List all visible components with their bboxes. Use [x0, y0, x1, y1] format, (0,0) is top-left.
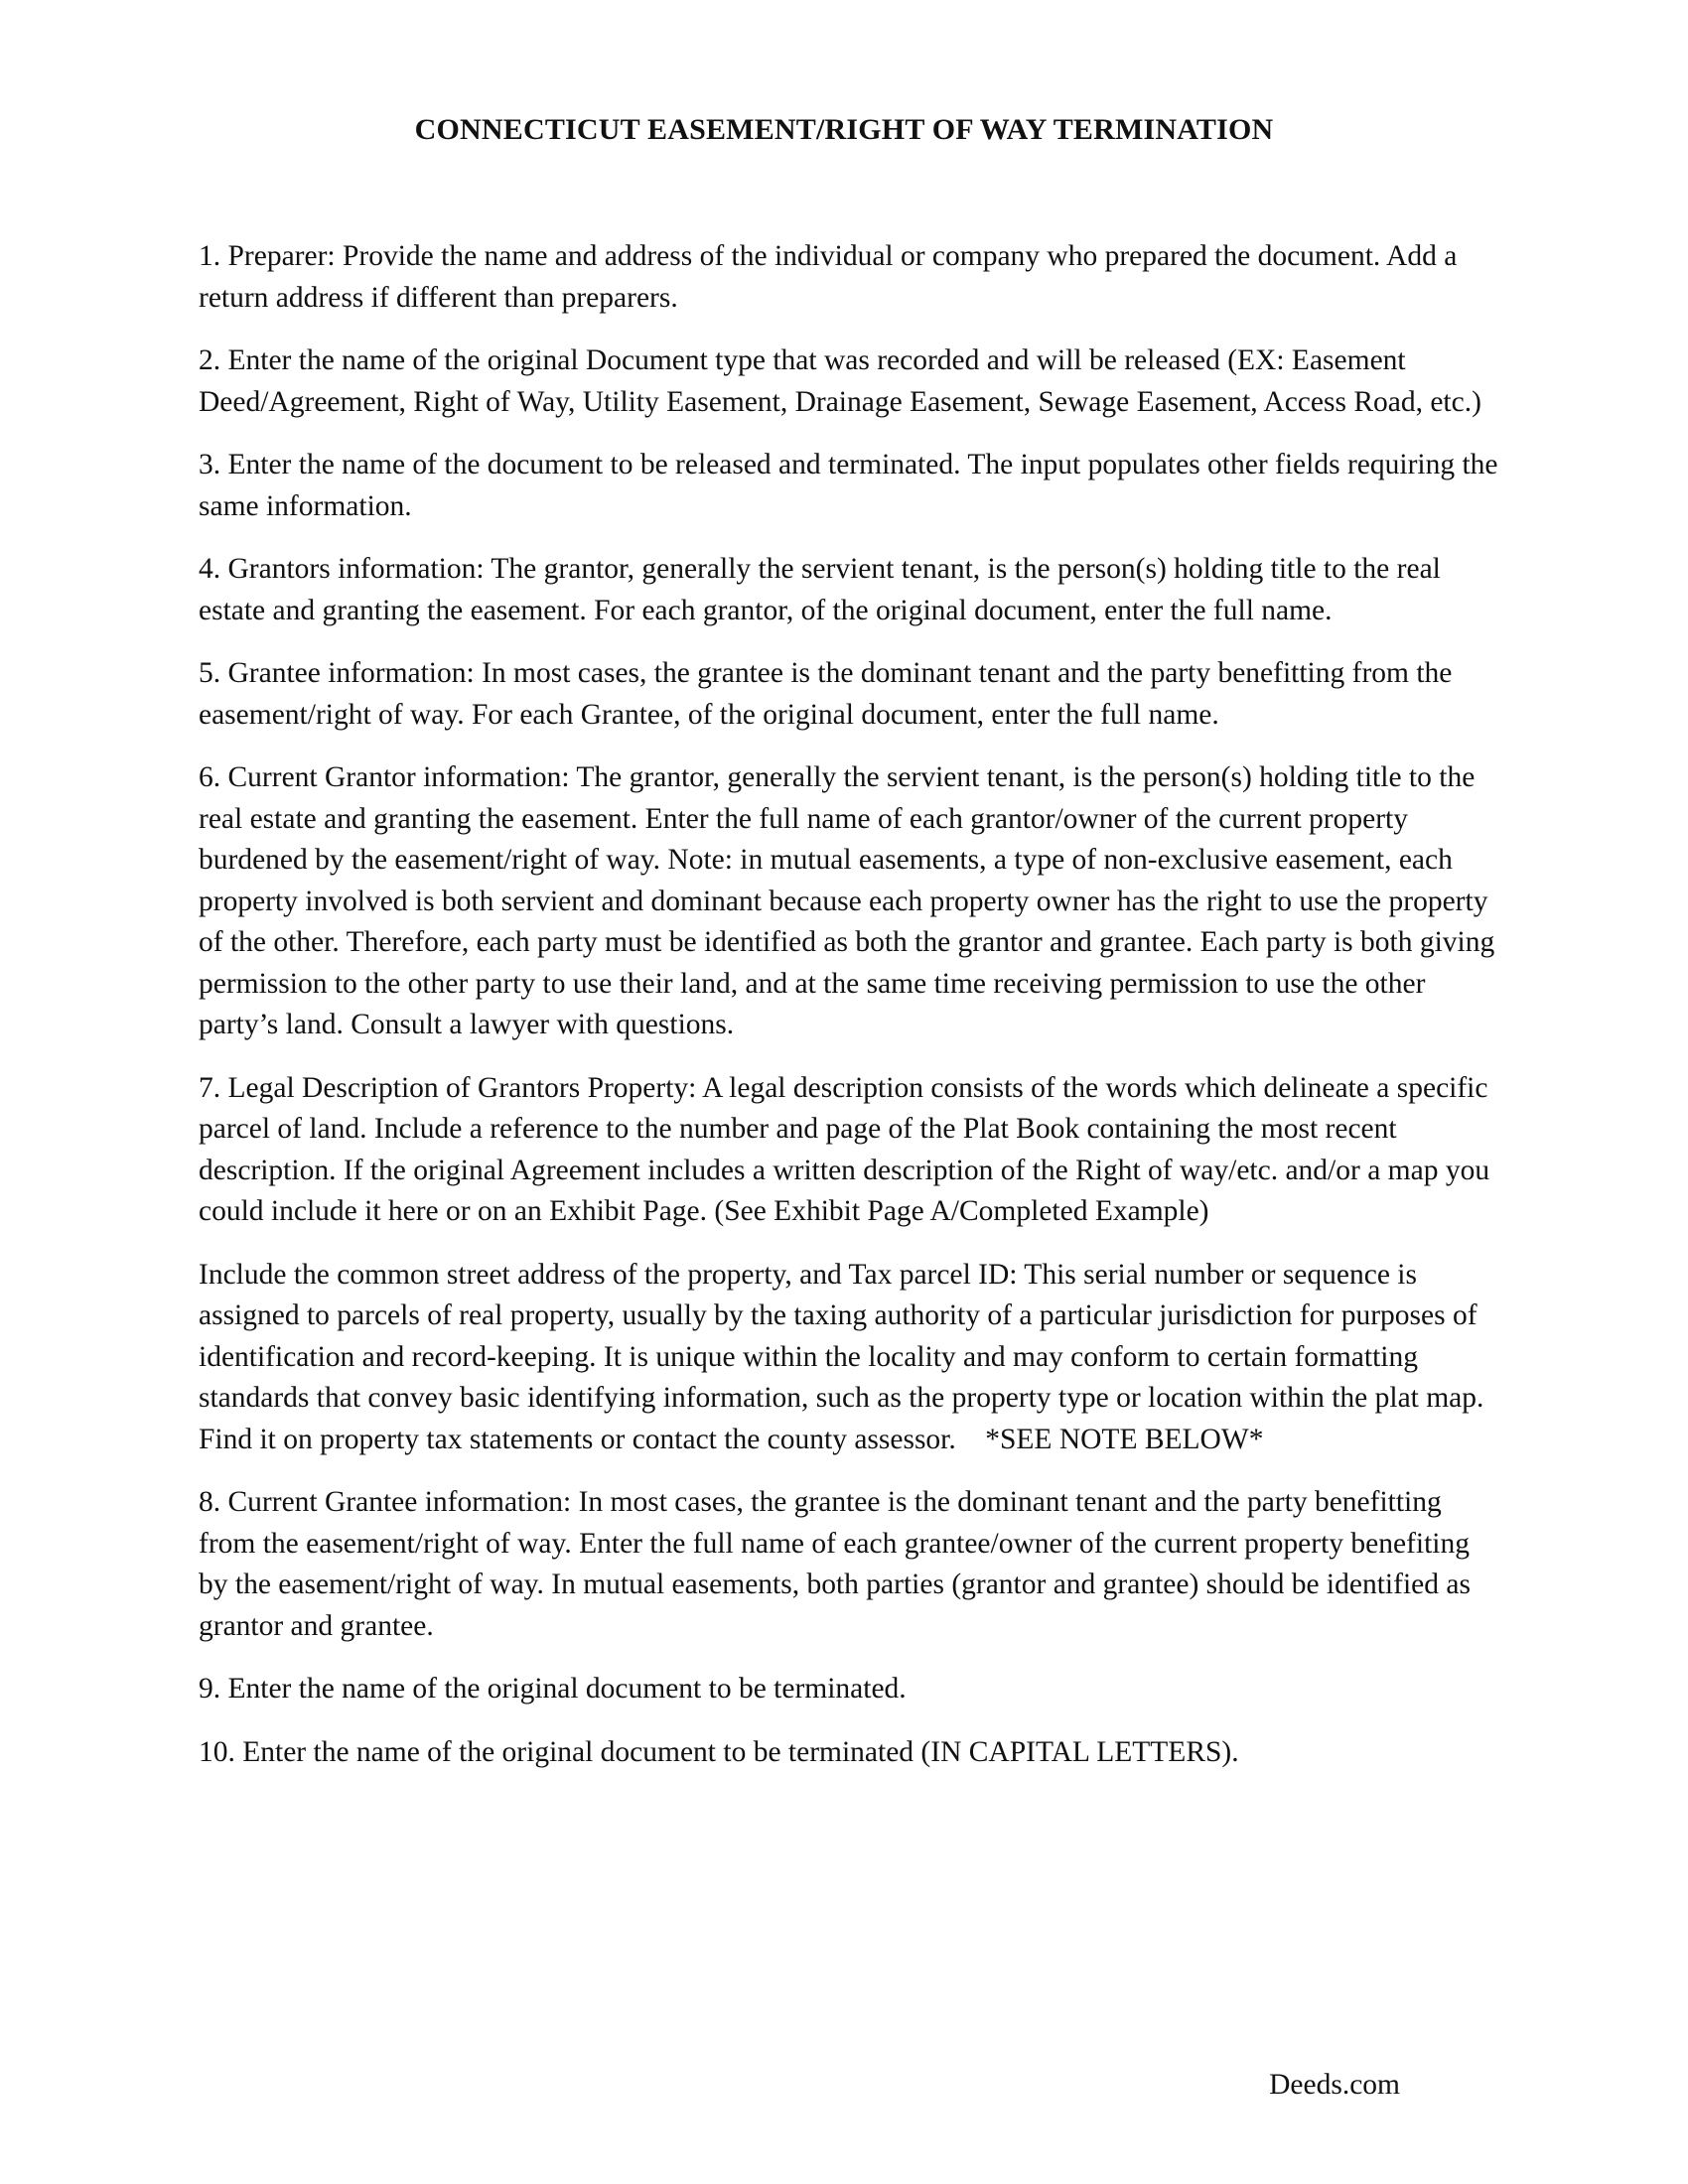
instruction-paragraph-1: 1. Preparer: Provide the name and address of the individual or company who prepared the document. Add a return address if different than preparers. — [199, 240, 1458, 314]
instruction-paragraph-7-note: Include the common street address of the property, and Tax parcel ID: This serial number or sequence is assigned to parcels of real property, usually by the taxing authority of a particular jurisdiction for purposes of identification and record-keeping. It is unique within the locality and may conform to certain formatting standards that convey basic identifying information, such as the property type or location within the plat map. Find it on property tax statements or contact the county assessor. *SEE NOTE BELOW* — [199, 1258, 1491, 1455]
document-title: CONNECTICUT EASEMENT/RIGHT OF WAY TERMINATION — [414, 113, 1274, 146]
footer-brand: Deeds.com — [1269, 2069, 1400, 2101]
instruction-paragraph-5: 5. Grantee information: In most cases, the grantee is the dominant tenant and the party benefitting from the easement/right of way. For each Grantee, of the original document, enter the full name. — [199, 657, 1453, 731]
instructions-body — [199, 236, 1499, 1795]
instruction-paragraph-8: 8. Current Grantee information: In most cases, the grantee is the dominant tenant and the party benefitting from the easement/right of way. Enter the full name of each grantee/owner of the current property benefiting by the easement/right of way. In mutual easements, both parties (grantor and grantee) should be identified as grantor and grantee. — [199, 1486, 1471, 1642]
instruction-paragraph-4: 4. Grantors information: The grantor, generally the servient tenant, is the person(s) holding title to the real estate and granting the easement. For each grantor, of the original document, enter the full name. — [199, 553, 1441, 626]
instruction-paragraph-9: 9. Enter the name of the original document to be terminated. — [199, 1673, 907, 1705]
instruction-paragraph-6: 6. Current Grantor information: The grantor, generally the servient tenant, is the person(s) holding title to the real estate and granting the easement. Enter the full name of each grantor/owner of the current property burdened by the easement/right of way. Note: in mutual easements, a type of non-exclusive easement, each property involved is both servient and dominant because each property owner has the right to use the property of the other. Therefore, each party must be identified as both the grantor and grantee. Each party is both giving permission to the other party to use their land, and at the same time receiving permission to use the other party’s land. Consult a lawyer with questions. — [199, 761, 1495, 1040]
instruction-paragraph-10: 10. Enter the name of the original document to be terminated (IN CAPITAL LETTERS). — [199, 1735, 1239, 1768]
instruction-paragraph-2: 2. Enter the name of the original Document type that was recorded and will be released (EX: Easement Deed/Agreement, Right of Way, Utility Easement, Drainage Easement, Sewage Easement, Access Road, etc.) — [199, 344, 1481, 418]
instruction-paragraph-7: 7. Legal Description of Grantors Property: A legal description consists of the words which delineate a specific parcel of land. Include a reference to the number and page of the Plat Book containing the most recent description. If the original Agreement includes a written description of the Right of way/etc. and/or a map you could include it here or on an Exhibit Page. (See Exhibit Page A/Completed Example) — [199, 1071, 1490, 1227]
instruction-paragraph-3: 3. Enter the name of the document to be released and terminated. The input populates other fields requiring the same information. — [199, 449, 1498, 522]
